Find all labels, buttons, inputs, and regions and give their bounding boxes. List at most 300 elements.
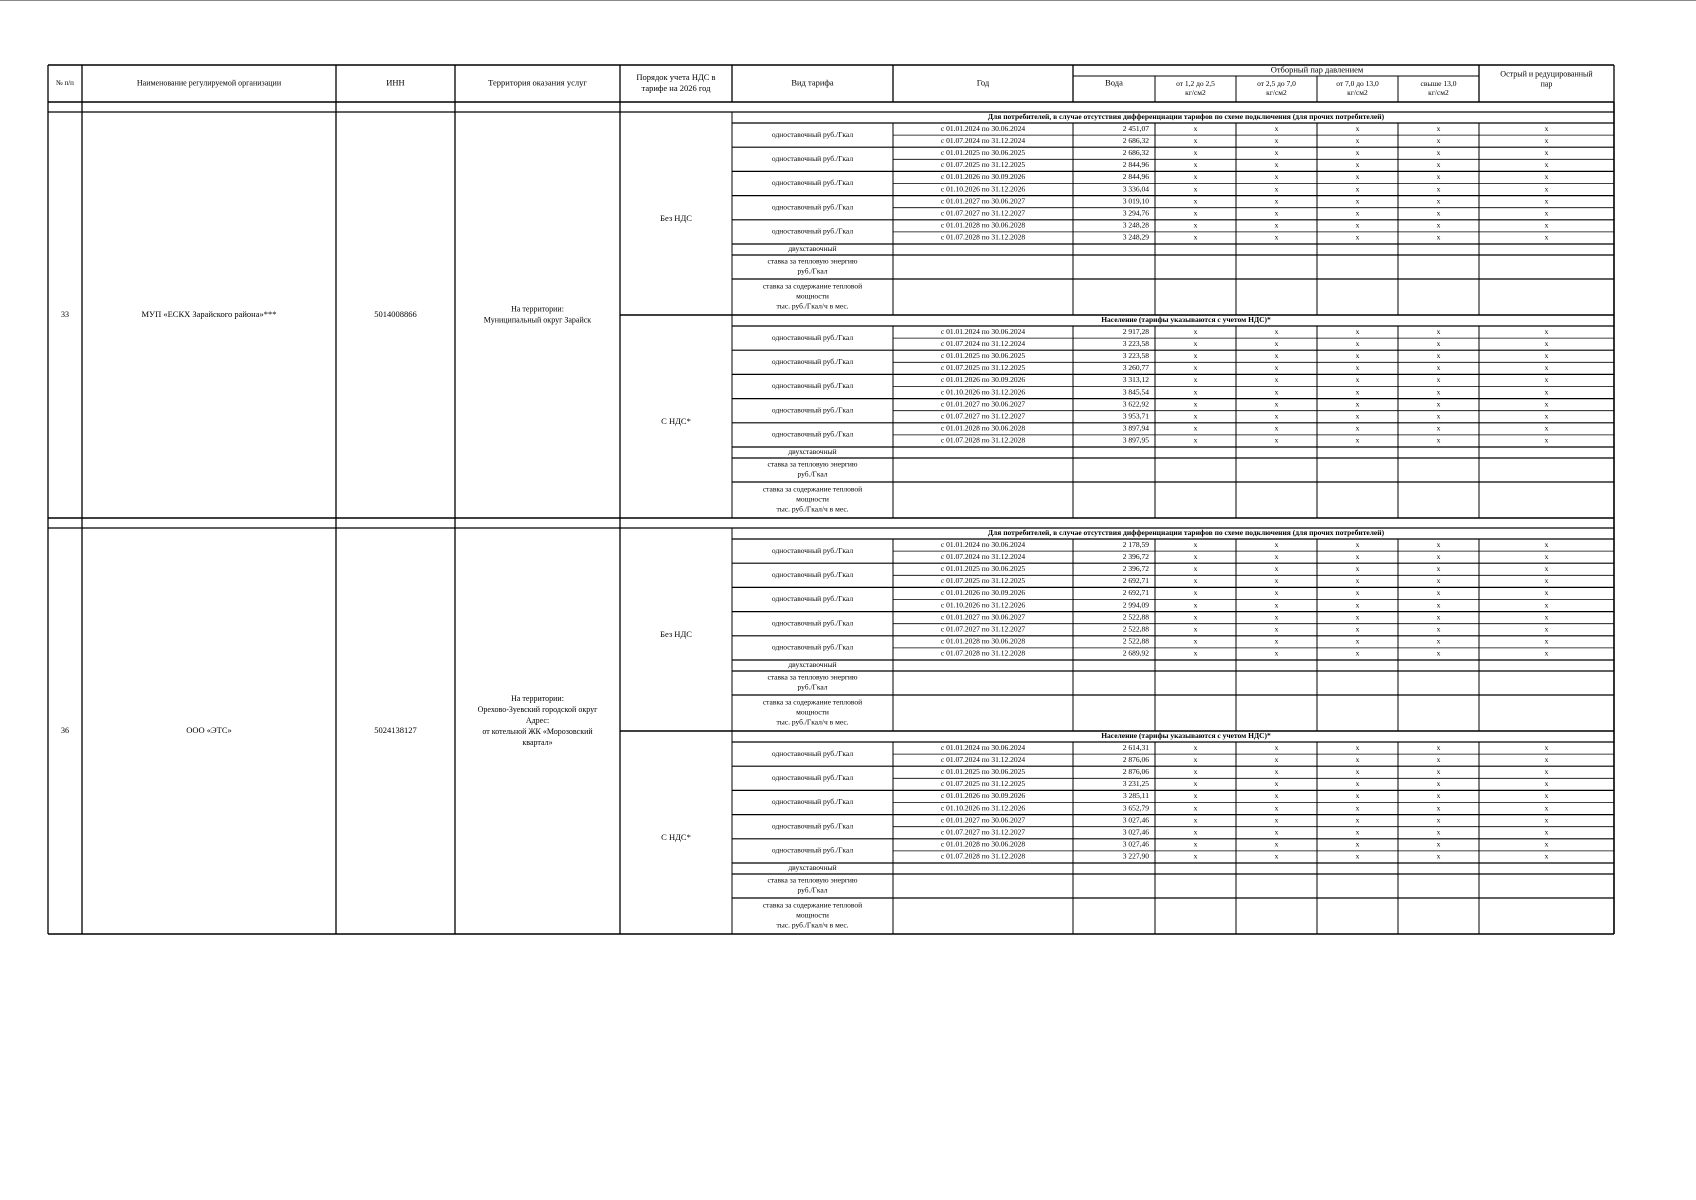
x-mark: x — [1436, 648, 1441, 658]
x-mark: x — [1355, 423, 1360, 433]
x-mark: x — [1544, 363, 1549, 373]
x-mark: x — [1544, 766, 1549, 776]
x-mark: x — [1436, 387, 1441, 397]
x-mark: x — [1436, 803, 1441, 813]
x-mark: x — [1274, 791, 1279, 801]
x-mark: x — [1544, 612, 1549, 622]
x-mark: x — [1544, 551, 1549, 561]
x-mark: x — [1274, 399, 1279, 409]
tariff-kind-capacity-rate: мощности — [796, 291, 829, 301]
x-mark: x — [1436, 160, 1441, 170]
x-mark: x — [1193, 754, 1198, 764]
water-value: 3 223,58 — [1122, 338, 1149, 348]
x-mark: x — [1436, 839, 1441, 849]
x-mark: x — [1544, 779, 1549, 789]
x-mark: x — [1436, 815, 1441, 825]
water-value: 3 953,71 — [1122, 411, 1149, 421]
x-mark: x — [1544, 160, 1549, 170]
x-mark: x — [1274, 827, 1279, 837]
x-mark: x — [1355, 375, 1360, 385]
x-mark: x — [1544, 636, 1549, 646]
period-text: с 01.07.2025 по 31.12.2025 — [940, 576, 1026, 586]
x-mark: x — [1436, 411, 1441, 421]
x-mark: x — [1436, 399, 1441, 409]
water-value: 3 227,90 — [1122, 851, 1149, 861]
x-mark: x — [1355, 624, 1360, 634]
x-mark: x — [1355, 387, 1360, 397]
x-mark: x — [1274, 766, 1279, 776]
period-text: с 01.01.2024 по 30.06.2024 — [940, 326, 1026, 336]
x-mark: x — [1355, 539, 1360, 549]
tariff-kind-capacity-rate: мощности — [796, 910, 829, 920]
water-value: 3 652,79 — [1122, 803, 1149, 813]
tariff-kind-one-part: одноставочный руб./Гкал — [771, 405, 854, 415]
x-mark: x — [1193, 147, 1198, 157]
x-mark: x — [1544, 839, 1549, 849]
tariff-kind-capacity-rate: тыс. руб./Гкал/ч в мес. — [776, 301, 849, 311]
x-mark: x — [1274, 539, 1279, 549]
header-pressure-3: кг/см2 — [1347, 88, 1368, 98]
x-mark: x — [1193, 551, 1198, 561]
x-mark: x — [1436, 791, 1441, 801]
x-mark: x — [1274, 326, 1279, 336]
tariff-kind-energy-rate: ставка за тепловую энергию — [767, 672, 858, 682]
water-value: 3 248,29 — [1122, 232, 1149, 242]
x-mark: x — [1355, 839, 1360, 849]
x-mark: x — [1544, 411, 1549, 421]
tariff-kind-energy-rate: ставка за тепловую энергию — [767, 875, 858, 885]
header-territory: Территория оказания услуг — [488, 77, 587, 88]
tariff-kind-capacity-rate: ставка за содержание тепловой — [762, 281, 863, 291]
x-mark: x — [1436, 600, 1441, 610]
tariff-kind-one-part: одноставочный руб./Гкал — [771, 773, 854, 783]
x-mark: x — [1355, 172, 1360, 182]
water-value: 3 231,25 — [1122, 779, 1149, 789]
x-mark: x — [1355, 338, 1360, 348]
water-value: 2 686,32 — [1122, 135, 1149, 145]
water-value: 3 313,12 — [1122, 375, 1149, 385]
x-mark: x — [1274, 648, 1279, 658]
x-mark: x — [1544, 588, 1549, 598]
water-value: 2 522,88 — [1122, 624, 1149, 634]
x-mark: x — [1193, 363, 1198, 373]
x-mark: x — [1544, 135, 1549, 145]
tariff-kind-one-part: одноставочный руб./Гкал — [771, 748, 854, 758]
x-mark: x — [1193, 766, 1198, 776]
x-mark: x — [1355, 147, 1360, 157]
x-mark: x — [1355, 208, 1360, 218]
water-value: 2 692,71 — [1122, 588, 1149, 598]
x-mark: x — [1193, 779, 1198, 789]
x-mark: x — [1544, 600, 1549, 610]
period-text: с 01.01.2026 по 30.09.2026 — [940, 172, 1026, 182]
x-mark: x — [1355, 350, 1360, 360]
water-value: 3 897,94 — [1122, 423, 1149, 433]
x-mark: x — [1193, 338, 1198, 348]
x-mark: x — [1274, 624, 1279, 634]
period-text: с 01.01.2028 по 30.06.2028 — [940, 839, 1026, 849]
period-text: с 01.01.2024 по 30.06.2024 — [940, 742, 1026, 752]
period-text: с 01.07.2025 по 31.12.2025 — [940, 363, 1026, 373]
x-mark: x — [1274, 375, 1279, 385]
x-mark: x — [1436, 208, 1441, 218]
tariff-kind-energy-rate: руб./Гкал — [797, 469, 828, 479]
x-mark: x — [1436, 375, 1441, 385]
x-mark: x — [1274, 588, 1279, 598]
period-text: с 01.01.2025 по 30.06.2025 — [940, 350, 1026, 360]
section-label: Для потребителей, в случае отсутствия дифференциации тарифов по схеме подключения (для прочих потребителей) — [987, 112, 1385, 122]
tariff-kind-one-part: одноставочный руб./Гкал — [771, 129, 854, 139]
vat-label: С НДС* — [661, 831, 691, 842]
x-mark: x — [1274, 815, 1279, 825]
period-text: с 01.07.2025 по 31.12.2025 — [940, 160, 1026, 170]
x-mark: x — [1193, 576, 1198, 586]
x-mark: x — [1274, 551, 1279, 561]
water-value: 3 248,28 — [1122, 220, 1149, 230]
x-mark: x — [1436, 576, 1441, 586]
header-tariff-kind: Вид тарифа — [791, 77, 834, 88]
period-text: с 01.07.2027 по 31.12.2027 — [940, 208, 1026, 218]
x-mark: x — [1193, 648, 1198, 658]
x-mark: x — [1355, 742, 1360, 752]
x-mark: x — [1193, 172, 1198, 182]
org-name: ООО «ЭТС» — [186, 724, 232, 735]
x-mark: x — [1544, 208, 1549, 218]
water-value: 3 019,10 — [1122, 196, 1149, 206]
period-text: с 01.01.2028 по 30.06.2028 — [940, 220, 1026, 230]
tariff-kind-capacity-rate: ставка за содержание тепловой — [762, 900, 863, 910]
tariff-kind-capacity-rate: тыс. руб./Гкал/ч в мес. — [776, 920, 849, 930]
x-mark: x — [1355, 326, 1360, 336]
water-value: 2 994,09 — [1122, 600, 1149, 610]
x-mark: x — [1436, 123, 1441, 133]
x-mark: x — [1274, 387, 1279, 397]
x-mark: x — [1436, 350, 1441, 360]
x-mark: x — [1436, 435, 1441, 445]
x-mark: x — [1436, 563, 1441, 573]
water-value: 2 917,28 — [1122, 326, 1149, 336]
tariff-kind-one-part: одноставочный руб./Гкал — [771, 594, 854, 604]
org-name: МУП «ЕСКХ Зарайского района»*** — [141, 308, 277, 319]
org-number: 36 — [61, 725, 69, 735]
header-vat: тарифе на 2026 год — [641, 82, 711, 93]
x-mark: x — [1274, 411, 1279, 421]
x-mark: x — [1355, 827, 1360, 837]
x-mark: x — [1544, 184, 1549, 194]
water-value: 3 223,58 — [1122, 350, 1149, 360]
x-mark: x — [1436, 636, 1441, 646]
water-value: 3 260,77 — [1122, 363, 1149, 373]
x-mark: x — [1274, 851, 1279, 861]
x-mark: x — [1193, 588, 1198, 598]
water-value: 2 522,88 — [1122, 612, 1149, 622]
x-mark: x — [1355, 754, 1360, 764]
tariff-kind-one-part: одноставочный руб./Гкал — [771, 178, 854, 188]
header-pressure-4: кг/см2 — [1428, 88, 1449, 98]
section-label: Население (тарифы указываются с учетом НДС)* — [1101, 315, 1271, 325]
header-num: № п/п — [56, 79, 74, 88]
tariff-kind-one-part: одноставочный руб./Гкал — [771, 357, 854, 367]
x-mark: x — [1436, 779, 1441, 789]
x-mark: x — [1544, 220, 1549, 230]
x-mark: x — [1355, 135, 1360, 145]
water-value: 2 396,72 — [1122, 551, 1149, 561]
period-text: с 01.10.2026 по 31.12.2026 — [940, 184, 1026, 194]
org-inn: 5024138127 — [374, 724, 417, 735]
x-mark: x — [1193, 387, 1198, 397]
tariff-kind-one-part: одноставочный руб./Гкал — [771, 226, 854, 236]
tariff-kind-one-part: одноставочный руб./Гкал — [771, 797, 854, 807]
water-value: 2 844,96 — [1122, 160, 1149, 170]
x-mark: x — [1355, 612, 1360, 622]
x-mark: x — [1355, 803, 1360, 813]
org-territory: от котельной ЖК «Морозовский — [482, 726, 593, 736]
tariff-kind-capacity-rate: тыс. руб./Гкал/ч в мес. — [776, 717, 849, 727]
period-text: с 01.01.2028 по 30.06.2028 — [940, 423, 1026, 433]
x-mark: x — [1436, 147, 1441, 157]
water-value: 2 844,96 — [1122, 172, 1149, 182]
period-text: с 01.10.2026 по 31.12.2026 — [940, 803, 1026, 813]
x-mark: x — [1274, 435, 1279, 445]
x-mark: x — [1355, 551, 1360, 561]
tariff-kind-one-part: одноставочный руб./Гкал — [771, 202, 854, 212]
water-value: 2 686,32 — [1122, 147, 1149, 157]
x-mark: x — [1193, 539, 1198, 549]
org-territory: квартал» — [522, 737, 553, 747]
x-mark: x — [1193, 839, 1198, 849]
x-mark: x — [1193, 791, 1198, 801]
x-mark: x — [1544, 172, 1549, 182]
tariff-kind-capacity-rate: ставка за содержание тепловой — [762, 484, 863, 494]
water-value: 3 294,76 — [1122, 208, 1149, 218]
x-mark: x — [1436, 624, 1441, 634]
x-mark: x — [1436, 539, 1441, 549]
period-text: с 01.07.2028 по 31.12.2028 — [940, 648, 1026, 658]
x-mark: x — [1355, 563, 1360, 573]
x-mark: x — [1193, 815, 1198, 825]
water-value: 2 876,06 — [1122, 766, 1149, 776]
water-value: 3 027,46 — [1122, 839, 1149, 849]
x-mark: x — [1436, 766, 1441, 776]
x-mark: x — [1274, 184, 1279, 194]
period-text: с 01.10.2026 по 31.12.2026 — [940, 600, 1026, 610]
x-mark: x — [1193, 326, 1198, 336]
x-mark: x — [1436, 612, 1441, 622]
x-mark: x — [1436, 754, 1441, 764]
x-mark: x — [1274, 350, 1279, 360]
x-mark: x — [1355, 779, 1360, 789]
header-sharp-steam: Острый и редуцированный — [1500, 69, 1593, 79]
x-mark: x — [1193, 624, 1198, 634]
x-mark: x — [1355, 123, 1360, 133]
x-mark: x — [1193, 411, 1198, 421]
x-mark: x — [1193, 563, 1198, 573]
x-mark: x — [1193, 600, 1198, 610]
period-text: с 01.01.2025 по 30.06.2025 — [940, 563, 1026, 573]
x-mark: x — [1436, 220, 1441, 230]
water-value: 2 692,71 — [1122, 576, 1149, 586]
x-mark: x — [1544, 624, 1549, 634]
org-number: 33 — [61, 309, 69, 319]
tariff-kind-two-part: двухставочный — [788, 244, 837, 254]
tariff-kind-one-part: одноставочный руб./Гкал — [771, 429, 854, 439]
x-mark: x — [1436, 551, 1441, 561]
x-mark: x — [1544, 815, 1549, 825]
x-mark: x — [1436, 338, 1441, 348]
period-text: с 01.01.2027 по 30.06.2027 — [940, 815, 1026, 825]
x-mark: x — [1274, 803, 1279, 813]
tariff-kind-energy-rate: руб./Гкал — [797, 266, 828, 276]
period-text: с 01.07.2027 по 31.12.2027 — [940, 827, 1026, 837]
x-mark: x — [1544, 232, 1549, 242]
x-mark: x — [1193, 803, 1198, 813]
x-mark: x — [1274, 220, 1279, 230]
vat-label: С НДС* — [661, 415, 691, 426]
x-mark: x — [1274, 779, 1279, 789]
x-mark: x — [1544, 147, 1549, 157]
x-mark: x — [1544, 791, 1549, 801]
x-mark: x — [1193, 160, 1198, 170]
org-territory: На территории: — [511, 693, 564, 703]
x-mark: x — [1274, 600, 1279, 610]
x-mark: x — [1274, 636, 1279, 646]
tariff-kind-energy-rate: ставка за тепловую энергию — [767, 459, 858, 469]
water-value: 3 285,11 — [1123, 791, 1149, 801]
period-text: с 01.01.2026 по 30.09.2026 — [940, 375, 1026, 385]
x-mark: x — [1274, 135, 1279, 145]
x-mark: x — [1436, 172, 1441, 182]
x-mark: x — [1355, 588, 1360, 598]
x-mark: x — [1544, 399, 1549, 409]
header-pressure-1: от 1,2 до 2,5 — [1176, 79, 1215, 89]
x-mark: x — [1274, 363, 1279, 373]
header-inn: ИНН — [386, 77, 405, 88]
water-value: 2 451,07 — [1122, 123, 1149, 133]
x-mark: x — [1274, 742, 1279, 752]
tariff-kind-one-part: одноставочный руб./Гкал — [771, 618, 854, 628]
period-text: с 01.07.2027 по 31.12.2027 — [940, 411, 1026, 421]
x-mark: x — [1193, 399, 1198, 409]
water-value: 3 027,46 — [1122, 827, 1149, 837]
header-steam: Отборный пар давлением — [1270, 64, 1364, 75]
x-mark: x — [1436, 326, 1441, 336]
x-mark: x — [1544, 576, 1549, 586]
tariff-kind-energy-rate: ставка за тепловую энергию — [767, 256, 858, 266]
x-mark: x — [1193, 350, 1198, 360]
period-text: с 01.07.2028 по 31.12.2028 — [940, 232, 1026, 242]
x-mark: x — [1544, 350, 1549, 360]
period-text: с 01.07.2025 по 31.12.2025 — [940, 779, 1026, 789]
x-mark: x — [1544, 387, 1549, 397]
tariff-kind-capacity-rate: тыс. руб./Гкал/ч в мес. — [776, 504, 849, 514]
x-mark: x — [1436, 232, 1441, 242]
org-territory: Муниципальный округ Зарайск — [483, 315, 592, 325]
x-mark: x — [1274, 123, 1279, 133]
x-mark: x — [1193, 612, 1198, 622]
x-mark: x — [1274, 172, 1279, 182]
x-mark: x — [1274, 232, 1279, 242]
x-mark: x — [1436, 827, 1441, 837]
header-pressure-2: от 2,5 до 7,0 — [1257, 79, 1296, 89]
header-pressure-1: кг/см2 — [1185, 88, 1206, 98]
x-mark: x — [1544, 648, 1549, 658]
x-mark: x — [1274, 196, 1279, 206]
x-mark: x — [1193, 184, 1198, 194]
tariff-kind-one-part: одноставочный руб./Гкал — [771, 545, 854, 555]
tariff-kind-capacity-rate: мощности — [796, 494, 829, 504]
x-mark: x — [1436, 363, 1441, 373]
x-mark: x — [1436, 423, 1441, 433]
header-year: Год — [976, 77, 990, 88]
tariff-kind-energy-rate: руб./Гкал — [797, 885, 828, 895]
period-text: с 01.07.2027 по 31.12.2027 — [940, 624, 1026, 634]
header-pressure-2: кг/см2 — [1266, 88, 1287, 98]
period-text: с 01.01.2024 по 30.06.2024 — [940, 539, 1026, 549]
tariff-kind-one-part: одноставочный руб./Гкал — [771, 642, 854, 652]
x-mark: x — [1355, 435, 1360, 445]
tariff-kind-one-part: одноставочный руб./Гкал — [771, 381, 854, 391]
x-mark: x — [1544, 123, 1549, 133]
tariff-kind-capacity-rate: ставка за содержание тепловой — [762, 697, 863, 707]
period-text: с 01.01.2027 по 30.06.2027 — [940, 612, 1026, 622]
header-sharp-steam: пар — [1540, 79, 1553, 89]
x-mark: x — [1193, 851, 1198, 861]
x-mark: x — [1544, 539, 1549, 549]
x-mark: x — [1274, 839, 1279, 849]
x-mark: x — [1274, 338, 1279, 348]
period-text: с 01.10.2026 по 31.12.2026 — [940, 387, 1026, 397]
x-mark: x — [1544, 563, 1549, 573]
water-value: 2 614,31 — [1122, 742, 1149, 752]
x-mark: x — [1355, 576, 1360, 586]
org-territory: Адрес: — [525, 715, 550, 725]
x-mark: x — [1355, 232, 1360, 242]
x-mark: x — [1193, 636, 1198, 646]
header-vat: Порядок учета НДС в — [636, 71, 716, 82]
x-mark: x — [1436, 196, 1441, 206]
section-label: Население (тарифы указываются с учетом НДС)* — [1101, 731, 1271, 741]
x-mark: x — [1274, 563, 1279, 573]
x-mark: x — [1544, 196, 1549, 206]
x-mark: x — [1436, 135, 1441, 145]
x-mark: x — [1544, 435, 1549, 445]
x-mark: x — [1274, 612, 1279, 622]
x-mark: x — [1544, 338, 1549, 348]
x-mark: x — [1355, 648, 1360, 658]
x-mark: x — [1355, 791, 1360, 801]
tariff-kind-one-part: одноставочный руб./Гкал — [771, 821, 854, 831]
x-mark: x — [1355, 399, 1360, 409]
x-mark: x — [1355, 184, 1360, 194]
x-mark: x — [1274, 576, 1279, 586]
x-mark: x — [1193, 375, 1198, 385]
x-mark: x — [1193, 232, 1198, 242]
x-mark: x — [1544, 375, 1549, 385]
tariff-kind-capacity-rate: мощности — [796, 707, 829, 717]
period-text: с 01.01.2026 по 30.09.2026 — [940, 588, 1026, 598]
period-text: с 01.07.2028 по 31.12.2028 — [940, 851, 1026, 861]
water-value: 3 336,04 — [1122, 184, 1149, 194]
tariff-kind-energy-rate: руб./Гкал — [797, 682, 828, 692]
x-mark: x — [1193, 123, 1198, 133]
x-mark: x — [1193, 208, 1198, 218]
org-territory: На территории: — [511, 304, 564, 314]
x-mark: x — [1544, 423, 1549, 433]
x-mark: x — [1355, 851, 1360, 861]
period-text: с 01.07.2024 по 31.12.2024 — [940, 338, 1026, 348]
x-mark: x — [1436, 851, 1441, 861]
x-mark: x — [1355, 160, 1360, 170]
